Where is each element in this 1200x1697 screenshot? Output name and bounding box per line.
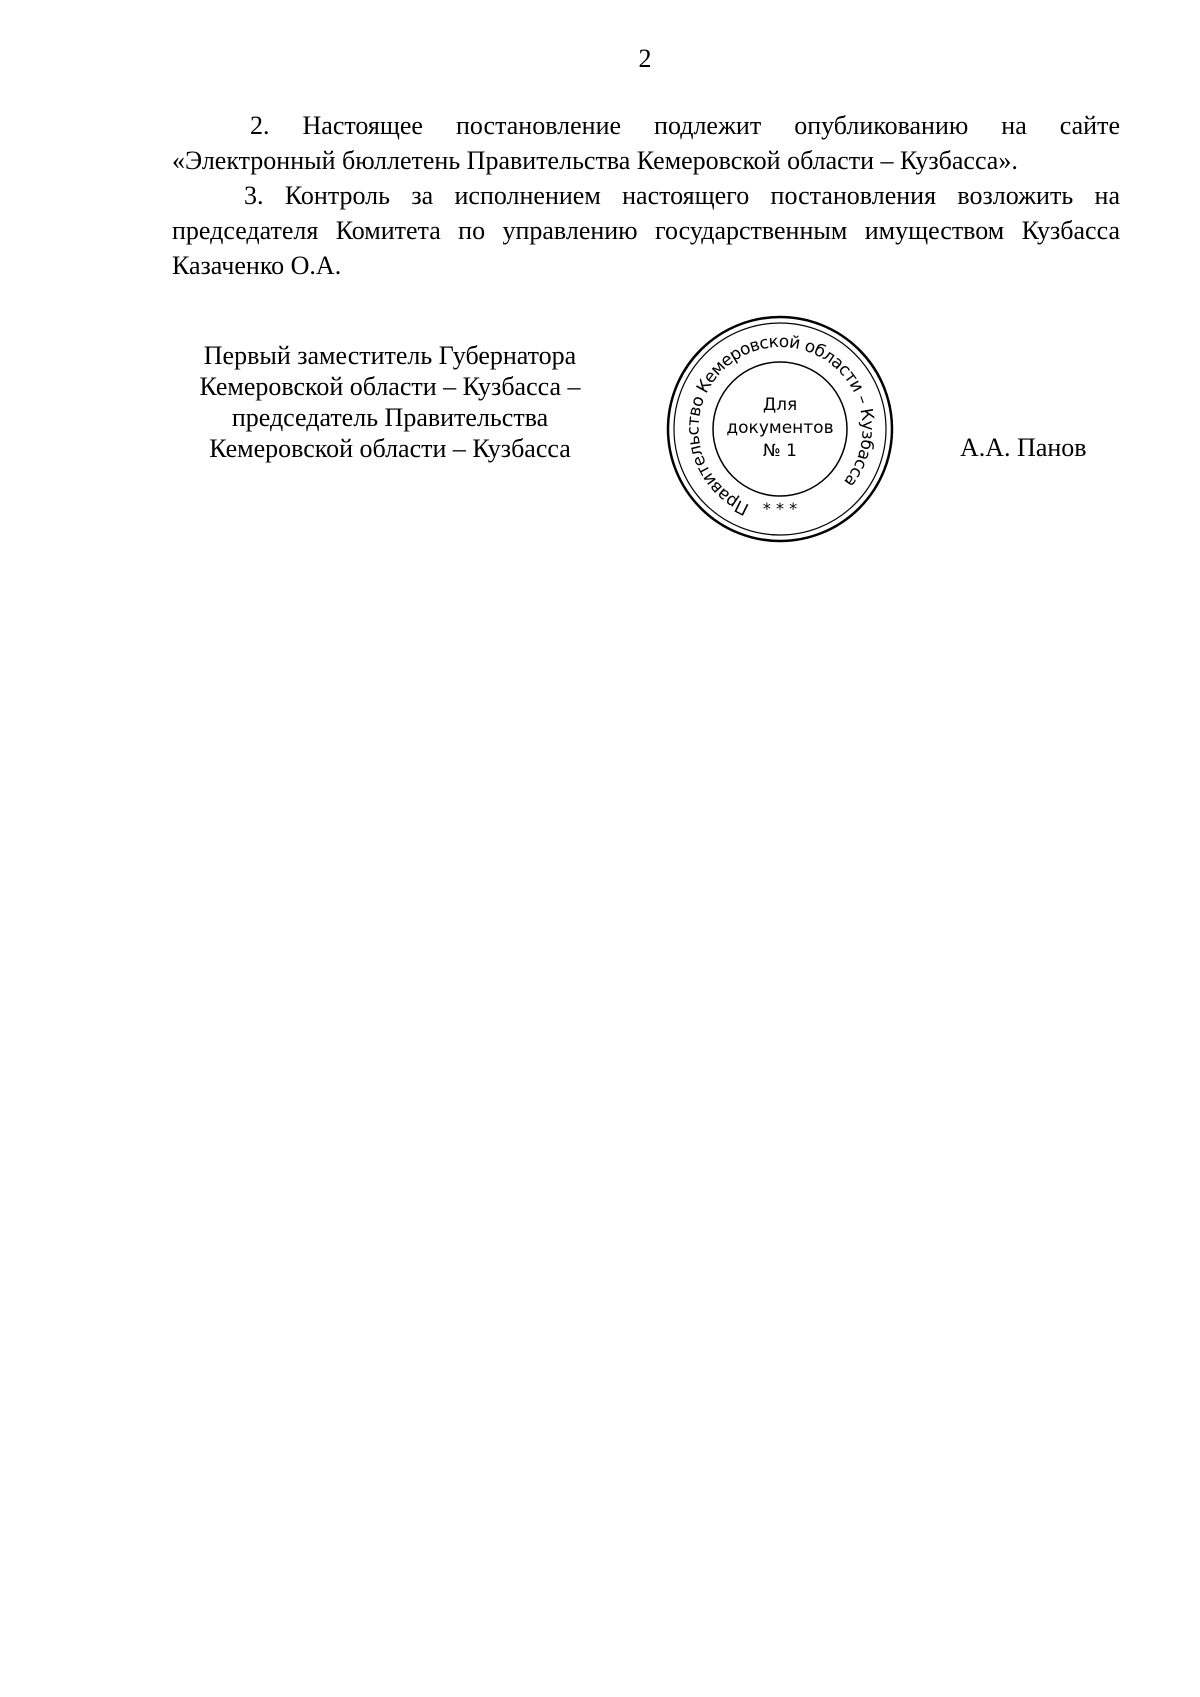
- position-line: Кемеровской области – Кузбасса: [209, 434, 571, 463]
- position-line: председатель Правительства: [231, 403, 549, 432]
- seal-center-line-2: документов: [726, 418, 834, 438]
- seal-ring-text: Правительство Кемеровской области – Кузбасса: [683, 331, 878, 519]
- position-line: Первый заместитель Губернатора: [203, 341, 577, 370]
- document-body: [172, 108, 1120, 283]
- seal-stars: * * *: [762, 499, 798, 518]
- official-seal: [665, 314, 895, 544]
- seal-center-line-3: № 1: [763, 441, 797, 461]
- clause-2: 2. Настоящее постановление подлежит опубликованию на сайте «Электронный бюллетень Правительства Кемеровской области – Кузбасса».: [172, 111, 1120, 175]
- clause-3: 3. Контроль за исполнением настоящего постановления возложить на председателя Комитета по управлению государственным имуществом Кузбасса Казаченко О.А.: [172, 181, 1120, 280]
- page-number: 2: [638, 44, 652, 73]
- signatory-position: [150, 340, 630, 464]
- signatory-name: А.А. Панов: [960, 433, 1087, 462]
- seal-center-line-1: Для: [762, 395, 798, 415]
- position-line: Кемеровской области – Кузбасса –: [199, 372, 581, 401]
